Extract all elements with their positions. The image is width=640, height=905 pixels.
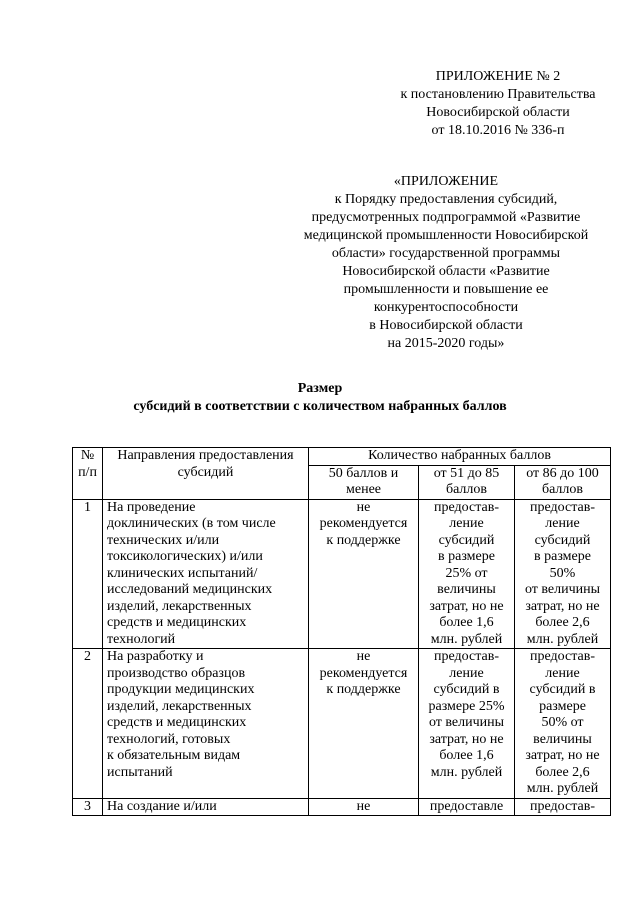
appendix-line: «ПРИЛОЖЕНИЕ: [393, 174, 499, 189]
cell-num-line: 1: [84, 499, 91, 515]
cell-51-85: [419, 798, 515, 816]
cell-direction-line: На проведение: [107, 499, 196, 515]
appendix-line: предусмотренных подпрограммой «Развитие: [311, 210, 581, 225]
cell-50-or-less: [309, 649, 419, 799]
header-points-group: [309, 448, 611, 466]
cell-direction-line: На разработку и: [107, 649, 204, 664]
cell-direction-line: средств и медицинских: [107, 615, 247, 630]
header-col3: [515, 465, 611, 499]
cell-86-100-line: предостав-: [530, 649, 595, 664]
cell-num: [73, 798, 103, 816]
header-line: Новосибирской области: [426, 105, 570, 120]
cell-direction: [103, 649, 309, 799]
header-col2-line: от 51 до 85: [433, 465, 500, 481]
cell-86-100: [515, 798, 611, 816]
appendix-line: конкурентоспособности: [373, 300, 519, 315]
header-line: к постановлению Правительства: [400, 87, 596, 102]
cell-num-line: 3: [84, 798, 91, 814]
cell-50-or-less-line: не: [356, 649, 371, 664]
header-col1-line: 50 баллов и: [328, 465, 399, 481]
cell-51-85-line: млн. рублей: [430, 631, 503, 647]
table-row: [73, 649, 611, 799]
cell-direction-line: изделий, лекарственных: [107, 598, 252, 614]
cell-51-85-line: млн. рублей: [430, 764, 503, 780]
table-row: [73, 499, 611, 649]
cell-direction-line: средств и медицинских: [107, 715, 247, 730]
cell-86-100-line: 50%: [549, 565, 576, 581]
cell-86-100: [515, 499, 611, 649]
appendix-line: к Порядку предоставления субсидий,: [334, 192, 558, 207]
cell-86-100-line: субсидий в: [529, 682, 596, 697]
appendix-block: [286, 173, 606, 353]
cell-86-100-line: от величины: [524, 582, 601, 597]
cell-86-100-line: субсидий: [534, 532, 591, 548]
cell-direction-line: изделий, лекарственных: [107, 698, 252, 714]
cell-86-100-line: более 2,6: [535, 764, 590, 780]
header-col3-line: баллов: [541, 482, 584, 497]
cell-direction-line: к обязательным видам: [107, 748, 241, 763]
cell-50-or-less: [309, 798, 419, 816]
cell-51-85-line: ление: [449, 665, 484, 681]
header-col1-line: менее: [346, 482, 381, 497]
cell-direction-line: На создание и/или: [107, 798, 217, 814]
cell-50-or-less: [309, 499, 419, 649]
cell-86-100: [515, 649, 611, 799]
header-num: [73, 448, 103, 500]
header-block: [388, 68, 608, 140]
header-direction-line: Направления предоставления: [117, 448, 294, 463]
header-direction-line: субсидий: [177, 464, 234, 480]
cell-86-100-line: ление: [545, 516, 580, 531]
cell-51-85-line: размере 25%: [428, 698, 505, 714]
cell-51-85-line: затрат, но не: [429, 598, 504, 614]
cell-50-or-less-line: к поддержке: [326, 532, 401, 548]
cell-50-or-less-line: рекомендуется: [319, 516, 408, 531]
cell-51-85-line: величины: [437, 582, 496, 597]
cell-86-100-line: более 2,6: [535, 615, 590, 630]
appendix-line: в Новосибирской области: [369, 318, 523, 333]
cell-86-100-line: млн. рублей: [526, 631, 599, 647]
cell-num: [73, 499, 103, 649]
cell-51-85-line: более 1,6: [439, 615, 494, 630]
cell-86-100-line: ление: [545, 665, 580, 681]
header-num-line: п/п: [78, 464, 97, 480]
cell-direction: [103, 499, 309, 649]
header-col1: [309, 465, 419, 499]
cell-direction-line: технологий: [107, 631, 176, 647]
cell-direction-line: технологий, готовых: [107, 731, 231, 747]
cell-86-100-line: величины: [533, 731, 592, 747]
appendix-line: промышленности и повышение ее: [343, 282, 549, 297]
subsidy-table: [72, 447, 611, 816]
title-line-1: Размер: [297, 381, 343, 396]
appendix-line: на 2015-2020 годы»: [387, 336, 505, 351]
cell-direction-line: продукции медицинских: [107, 682, 255, 697]
cell-86-100-line: размере: [539, 698, 586, 714]
document-title: [0, 380, 640, 416]
cell-51-85-line: затрат, но не: [429, 731, 504, 747]
cell-86-100-line: затрат, но не: [525, 598, 600, 614]
appendix-line: области» государственной программы: [331, 246, 561, 261]
cell-51-85-line: предостав-: [434, 649, 499, 664]
cell-51-85-line: в размере: [438, 549, 495, 564]
cell-50-or-less-line: не: [356, 499, 371, 515]
header-direction: [103, 448, 309, 500]
appendix-line: медицинской промышленности Новосибирской: [303, 228, 589, 243]
header-line: ПРИЛОЖЕНИЕ № 2: [435, 69, 561, 84]
cell-86-100-line: в размере: [534, 549, 591, 564]
cell-51-85: [419, 649, 515, 799]
header-points-group-line: Количество набранных баллов: [368, 448, 551, 463]
cell-direction-line: доклинических (в том числе: [107, 516, 276, 531]
table-header-row: [73, 448, 611, 466]
cell-direction-line: производство образцов: [107, 665, 246, 681]
header-col2: [419, 465, 515, 499]
header-col2-line: баллов: [445, 482, 488, 497]
cell-direction: [103, 798, 309, 816]
cell-51-85-line: предоставле: [429, 798, 504, 814]
cell-51-85-line: предостав-: [434, 499, 499, 515]
header-col3-line: от 86 до 100: [526, 465, 599, 481]
cell-86-100-line: предостав-: [530, 499, 595, 515]
cell-51-85-line: 25% от: [445, 565, 488, 581]
cell-direction-line: клинических испытаний/: [107, 565, 258, 581]
cell-86-100-line: 50% от: [541, 715, 584, 730]
cell-51-85-line: субсидий в: [433, 682, 500, 697]
title-line-2: субсидий в соответствии с количеством набранных баллов: [133, 399, 507, 414]
cell-51-85-line: более 1,6: [439, 748, 494, 763]
cell-num: [73, 649, 103, 799]
cell-num-line: 2: [84, 649, 91, 664]
table-body: [73, 499, 611, 816]
cell-direction-line: испытаний: [107, 764, 173, 780]
cell-direction-line: технических и/или: [107, 532, 220, 548]
appendix-line: Новосибирской области «Развитие: [342, 264, 550, 279]
cell-51-85: [419, 499, 515, 649]
cell-50-or-less-line: рекомендуется: [319, 665, 408, 681]
header-num-line: №: [80, 448, 95, 463]
cell-51-85-line: ление: [449, 516, 484, 531]
table-row: [73, 798, 611, 816]
cell-51-85-line: от величины: [428, 715, 505, 730]
cell-86-100-line: затрат, но не: [525, 748, 600, 763]
cell-51-85-line: субсидий: [438, 532, 495, 548]
cell-direction-line: токсикологических) и/или: [107, 549, 263, 564]
cell-direction-line: исследований медицинских: [107, 582, 273, 597]
header-line: от 18.10.2016 № 336-п: [431, 123, 565, 138]
cell-50-or-less-line: не: [356, 798, 371, 814]
cell-50-or-less-line: к поддержке: [326, 682, 401, 697]
cell-86-100-line: млн. рублей: [526, 781, 599, 796]
cell-86-100-line: предостав-: [530, 798, 595, 814]
